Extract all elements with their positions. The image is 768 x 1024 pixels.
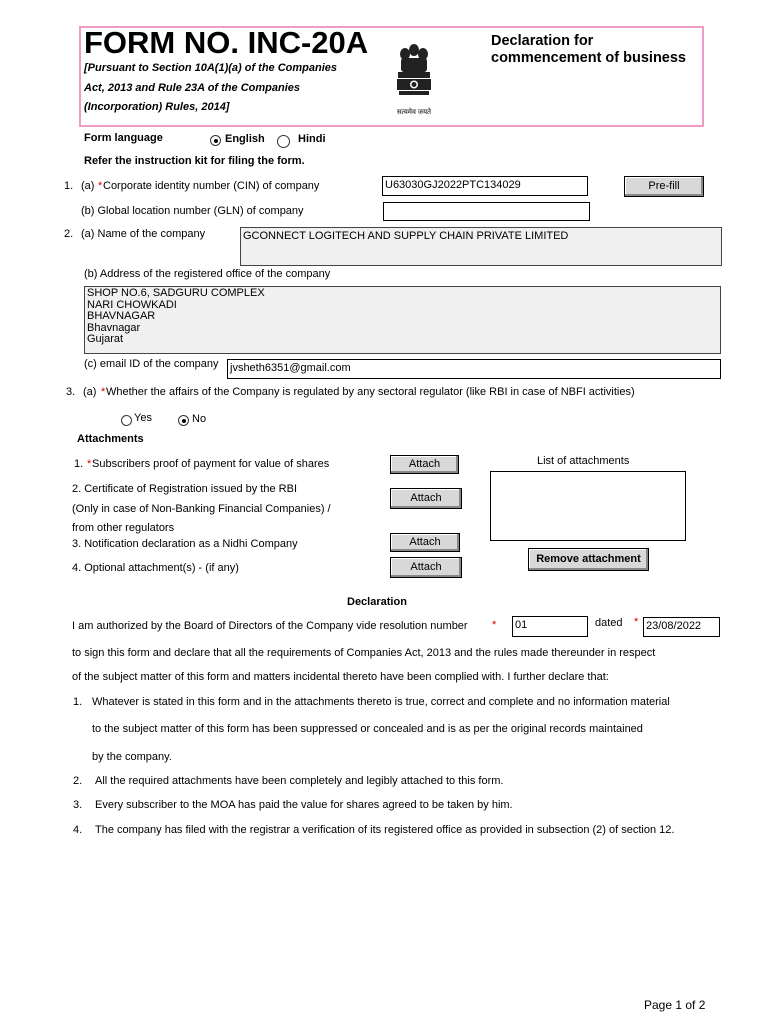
q3a-label: Whether the affairs of the Company is regulated by any sectoral regulator (like RBI in case of NBFI activities): [106, 386, 635, 398]
declaration-heading: Declaration: [347, 596, 407, 608]
address-line-3: BHAVNAGAR: [87, 310, 156, 322]
attach-button-3[interactable]: Attach: [390, 533, 460, 552]
address-line-5: Gujarat: [87, 333, 124, 345]
q2a-label: (a) Name of the company: [81, 228, 206, 240]
dated-label: dated: [595, 617, 623, 629]
gln-input[interactable]: [383, 202, 590, 221]
point-1-line-1: Whatever is stated in this form and in the attachments thereto is true, correct and complete and no information material: [92, 696, 670, 708]
q1a-required-mark: *: [98, 180, 103, 192]
date-required-mark: *: [634, 616, 639, 628]
attach-button-1[interactable]: Attach: [390, 455, 459, 474]
prefill-button[interactable]: Pre-fill: [624, 176, 704, 197]
emblem-caption: सत्यमेव जयते: [396, 109, 432, 116]
q2c-label: (c) email ID of the company: [84, 358, 219, 370]
point-3-text: Every subscriber to the MOA has paid the value for shares agreed to be taken by him.: [95, 799, 513, 811]
form-subtitle-line-3: (Incorporation) Rules, 2014]: [84, 101, 230, 113]
company-name-field[interactable]: GCONNECT LOGITECH AND SUPPLY CHAIN PRIVATE LIMITED: [240, 227, 722, 266]
date-input[interactable]: 23/08/2022: [643, 617, 720, 637]
q3a-required-mark: *: [101, 386, 106, 398]
point-4-number: 4.: [73, 824, 83, 836]
cin-input[interactable]: U63030GJ2022PTC134029: [382, 176, 588, 196]
address-line-4: Bhavnagar: [87, 321, 141, 334]
q3-number: 3.: [66, 386, 76, 398]
page-number: Page 1 of 2: [644, 998, 706, 1012]
attachment-1-label: Subscribers proof of payment for value of shares: [92, 458, 330, 470]
regulated-no-radio[interactable]: [178, 415, 189, 426]
form-subtitle-line-2: Act, 2013 and Rule 23A of the Companies: [84, 82, 300, 94]
point-2-number: 2.: [73, 775, 83, 787]
email-input[interactable]: jvsheth6351@gmail.com: [227, 359, 721, 379]
english-radio-label: English: [225, 133, 265, 145]
resolution-required-mark: *: [492, 619, 497, 631]
form-number-title: FORM NO. INC-20A: [84, 25, 369, 60]
point-1-number: 1.: [73, 696, 83, 708]
declaration-title-line-1: Declaration for: [491, 33, 594, 49]
regulated-yes-label: Yes: [134, 412, 152, 424]
attachments-list-box[interactable]: [490, 471, 686, 541]
q1a-prefix: (a): [81, 180, 95, 192]
q2b-label: (b) Address of the registered office of the company: [84, 268, 331, 280]
resolution-number-input[interactable]: 01: [512, 616, 588, 637]
q3a-prefix: (a): [83, 386, 97, 398]
attachment-3-label: 3. Notification declaration as a Nidhi Company: [72, 538, 298, 550]
attachments-heading: Attachments: [77, 433, 144, 445]
point-1-line-2: to the subject matter of this form has been suppressed or concealed and is as per the original records maintained: [92, 723, 643, 735]
form-subtitle-line-1: [Pursuant to Section 10A(1)(a) of the Companies: [84, 62, 338, 74]
attachment-1-number: 1.: [74, 458, 84, 470]
point-4-text: The company has filed with the registrar a verification of its registered office as provided in subsection (2) of section 12.: [95, 824, 675, 836]
hindi-radio[interactable]: [277, 135, 290, 148]
q1-number: 1.: [64, 180, 74, 192]
regulated-yes-radio[interactable]: [121, 415, 132, 426]
regulated-no-label: No: [192, 413, 207, 425]
attachment-4-label: 4. Optional attachment(s) - (if any): [72, 562, 239, 574]
address-line-2: NARI CHOWKADI: [87, 298, 177, 311]
attachment-1-required-mark: *: [87, 458, 92, 470]
english-radio[interactable]: [210, 135, 221, 146]
point-3-number: 3.: [73, 799, 83, 811]
q1a-label: Corporate identity number (CIN) of company: [103, 180, 320, 192]
address-line-1: SHOP NO.6, SADGURU COMPLEX: [87, 287, 265, 299]
point-1-line-3: by the company.: [92, 751, 172, 763]
declaration-line-3: of the subject matter of this form and matters incidental thereto have been complied with. I further declare that:: [72, 671, 609, 683]
declaration-title: [491, 33, 686, 67]
attachment-2-label-line-3: from other regulators: [72, 522, 175, 534]
attachment-2-label-line-1: 2. Certificate of Registration issued by the RBI: [72, 483, 297, 495]
attachment-2-label-line-2: (Only in case of Non-Banking Financial Companies) /: [72, 503, 331, 515]
national-emblem-icon: [392, 40, 436, 118]
attach-button-2[interactable]: Attach: [390, 488, 462, 509]
attach-button-4[interactable]: Attach: [390, 557, 462, 578]
q1b-label: (b) Global location number (GLN) of company: [81, 205, 304, 217]
remove-attachment-button[interactable]: Remove attachment: [528, 548, 649, 571]
declaration-line-2: to sign this form and declare that all the requirements of Companies Act, 2013 and the rules made thereunder in respect: [72, 647, 656, 659]
form-language-label: Form language: [84, 132, 163, 144]
attachments-list-label: List of attachments: [537, 455, 630, 467]
q2-number: 2.: [64, 228, 74, 240]
authorization-text: I am authorized by the Board of Directors of the Company vide resolution number: [72, 620, 468, 632]
address-field[interactable]: [84, 286, 721, 354]
hindi-radio-label: Hindi: [298, 133, 326, 145]
declaration-title-line-2: commencement of business: [491, 50, 686, 66]
point-2-text: All the required attachments have been completely and legibly attached to this form.: [95, 775, 504, 787]
instruction-text: Refer the instruction kit for filing the form.: [84, 155, 305, 167]
